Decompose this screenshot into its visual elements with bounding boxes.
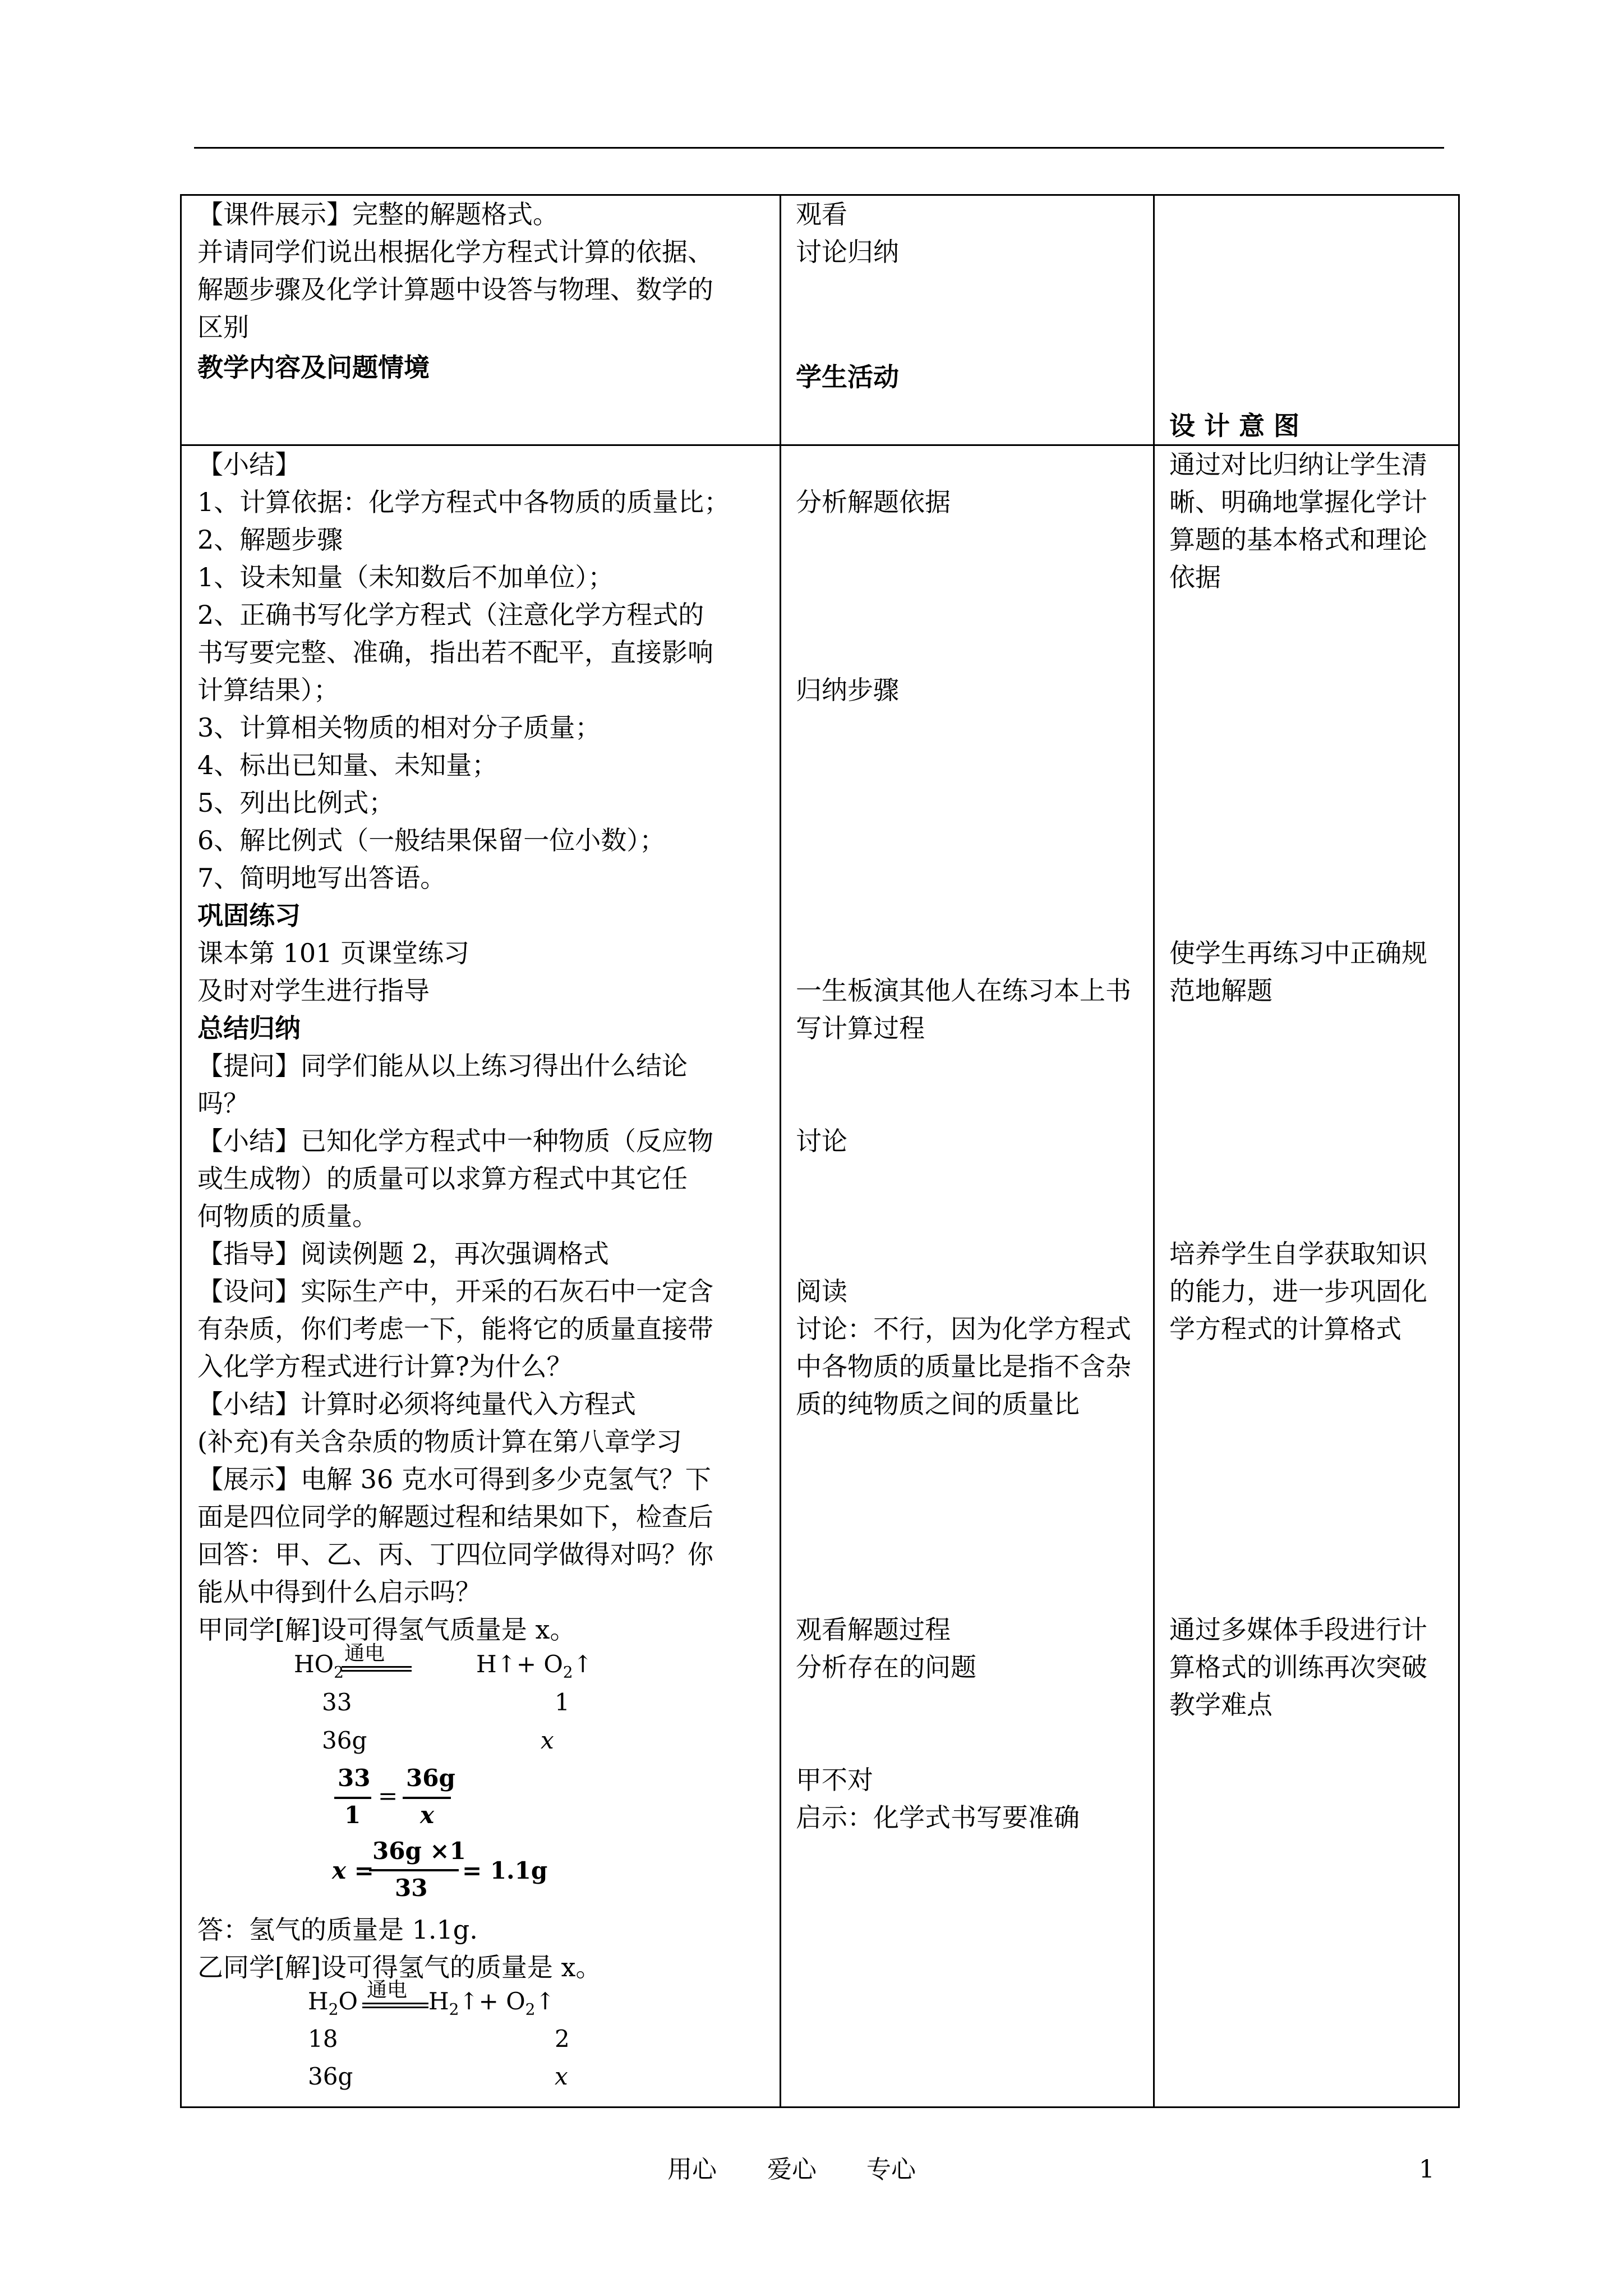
- intent-text: 培养学生自学获取知识的能力，进一步巩固化学方程式的计算格式: [1169, 1239, 1427, 1344]
- text-line: 【小结】已知化学方程式中一种物质（反应物: [197, 1126, 713, 1156]
- unknown-mass: x: [555, 2063, 568, 2090]
- section-heading: 巩固练习: [197, 900, 301, 931]
- reactant-formula: $H_2O$: [308, 1987, 358, 2019]
- text-line: 2、正确书写化学方程式（注意化学方程式的: [197, 600, 704, 630]
- text-line: 甲同学[解]设可得氢气质量是 x。: [197, 1614, 576, 1645]
- ratio-numerator: 33: [338, 1764, 371, 1792]
- text-line: 吗？: [197, 1088, 249, 1119]
- table-cell-intent: [1154, 195, 1459, 445]
- text-line: 及时对学生进行指导: [197, 976, 430, 1006]
- activity-text: 一生板演其他人在练习本上书写计算过程: [796, 976, 1131, 1043]
- text-line: 何物质的质量。: [197, 1201, 378, 1231]
- column-heading: 学生活动: [796, 362, 899, 392]
- text-line: 【课件展示】完整的解题格式。: [197, 199, 559, 229]
- text-line: 【提问】同学们能从以上练习得出什么结论: [197, 1051, 688, 1081]
- activity-text: 讨论: [796, 1126, 847, 1156]
- text-line: 区别: [197, 312, 249, 342]
- text-line: 观看: [796, 199, 847, 229]
- footer-motto: 专心: [866, 2155, 916, 2184]
- activity-text: 观看解题过程: [796, 1614, 951, 1645]
- activity-text: 分析存在的问题: [796, 1652, 976, 1682]
- text-line: 回答：甲、乙、丙、丁四位同学做得对吗？你: [197, 1539, 713, 1570]
- given-mass: 36g: [308, 2063, 353, 2090]
- text-line: 2、解题步骤: [197, 524, 343, 555]
- lesson-table: [180, 194, 1460, 2108]
- activity-text: 分析解题依据: [796, 487, 951, 517]
- footer-motto: 用心: [667, 2155, 717, 2184]
- reactant-formula: $HO_2$: [294, 1650, 344, 1682]
- ratio-denominator: x: [420, 1801, 435, 1829]
- text-line: 乙同学[解]设可得氢气的质量是 x。: [197, 1952, 602, 1982]
- text-line: 1、计算依据：化学方程式中各物质的质量比；: [197, 487, 730, 517]
- relative-mass-right: 1: [555, 1688, 570, 1716]
- intent-text: 使学生再练习中正确规范地解题: [1169, 938, 1427, 1006]
- intent-text: 通过对比归纳让学生清晰、明确地掌握化学计算题的基本格式和理论依据: [1169, 449, 1427, 592]
- product-formula: $H_2↑+$ $O_2↑$: [428, 1987, 555, 2019]
- text-line: 能从中得到什么启示吗？: [197, 1577, 481, 1607]
- relative-mass-right: 2: [555, 2025, 570, 2053]
- column-heading: 教学内容及问题情境: [197, 352, 430, 383]
- ratio-denominator: 1: [344, 1801, 361, 1829]
- table-cell-activity: [781, 445, 1154, 2108]
- text-line: 解题步骤及化学计算题中设答与物理、数学的: [197, 274, 713, 305]
- table-cell-content: [181, 445, 781, 2108]
- reaction-arrow: [342, 1666, 412, 1672]
- text-line: 面是四位同学的解题过程和结果如下，检查后: [197, 1502, 713, 1532]
- text-line: 1、设未知量（未知数后不加单位）；: [197, 562, 614, 592]
- activity-text: 启示：化学式书写要准确: [796, 1802, 1080, 1833]
- equals-sign: =: [378, 1782, 398, 1810]
- solve-lhs: x =: [332, 1857, 374, 1884]
- text-line: 5、列出比例式；: [197, 788, 395, 818]
- product-formula: H↑+ $O_2↑$: [476, 1650, 593, 1682]
- activity-text: 甲不对: [796, 1765, 873, 1795]
- relative-mass-left: 18: [308, 2025, 338, 2053]
- text-line: (补充)有关含杂质的物质计算在第八章学习: [197, 1427, 682, 1457]
- intent-text: 通过多媒体手段进行计算格式的训练再次突破教学难点: [1169, 1614, 1427, 1720]
- text-line: 有杂质，你们考虑一下，能将它的质量直接带: [197, 1314, 713, 1344]
- column-heading: 设 计 意 图: [1169, 411, 1300, 441]
- solve-result: = 1.1g: [462, 1857, 548, 1884]
- reaction-arrow: [362, 2003, 428, 2008]
- text-line: 【小结】计算时必须将纯量代入方程式: [197, 1389, 636, 1419]
- fraction-bar: [403, 1797, 451, 1799]
- ratio-numerator: 36g: [406, 1764, 455, 1792]
- text-line: 书写要完整、准确，指出若不配平，直接影响: [197, 637, 713, 668]
- unknown-mass: x: [541, 1727, 554, 1754]
- text-line: 计算结果）；: [197, 675, 339, 705]
- text-line: 4、标出已知量、未知量；: [197, 750, 498, 780]
- text-line: 答：氢气的质量是 1.1g.: [197, 1915, 478, 1945]
- text-line: 讨论归纳: [796, 237, 899, 267]
- text-line: 【小结】: [197, 449, 301, 480]
- text-line: 并请同学们说出根据化学方程式计算的依据、: [197, 237, 713, 267]
- header-rule: [194, 147, 1444, 149]
- solve-denominator: 33: [395, 1874, 428, 1902]
- text-line: 7、简明地写出答语。: [197, 863, 446, 893]
- text-line: 课本第 101 页课堂练习: [197, 938, 470, 968]
- text-line: 3、计算相关物质的相对分子质量；: [197, 712, 601, 743]
- relative-mass-left: 33: [322, 1688, 352, 1716]
- solve-numerator: 36g ×1: [372, 1837, 466, 1865]
- table-row: [181, 195, 1459, 445]
- reaction-condition: 通电: [344, 1642, 385, 1665]
- reaction-condition: 通电: [367, 1978, 408, 2001]
- table-cell-content: [181, 195, 781, 445]
- text-line: 【展示】电解 36 克水可得到多少克氢气？下: [197, 1464, 711, 1494]
- text-line: 【指导】阅读例题 2，再次强调格式: [197, 1239, 609, 1269]
- page-number: 1: [1419, 2155, 1435, 2184]
- table-row: [181, 445, 1459, 2108]
- activity-text: 阅读: [796, 1276, 847, 1306]
- footer-motto: 爱心: [767, 2155, 817, 2184]
- text-line: 或生成物）的质量可以求算方程式中其它任: [197, 1163, 688, 1194]
- activity-text: 讨论：不行，因为化学方程式中各物质的质量比是指不含杂质的纯物质之间的质量比: [796, 1314, 1131, 1419]
- fraction-bar: [334, 1797, 371, 1799]
- table-cell-intent: [1154, 445, 1459, 2108]
- given-mass: 36g: [322, 1727, 367, 1754]
- text-line: 6、解比例式（一般结果保留一位小数）；: [197, 825, 666, 855]
- section-heading: 总结归纳: [197, 1013, 301, 1043]
- text-line: 入化学方程式进行计算?为什么？: [197, 1351, 573, 1382]
- activity-text: 归纳步骤: [796, 675, 899, 705]
- text-line: 【设问】实际生产中，开采的石灰石中一定含: [197, 1276, 713, 1306]
- table-cell-activity: [781, 195, 1154, 445]
- fraction-bar: [369, 1869, 459, 1871]
